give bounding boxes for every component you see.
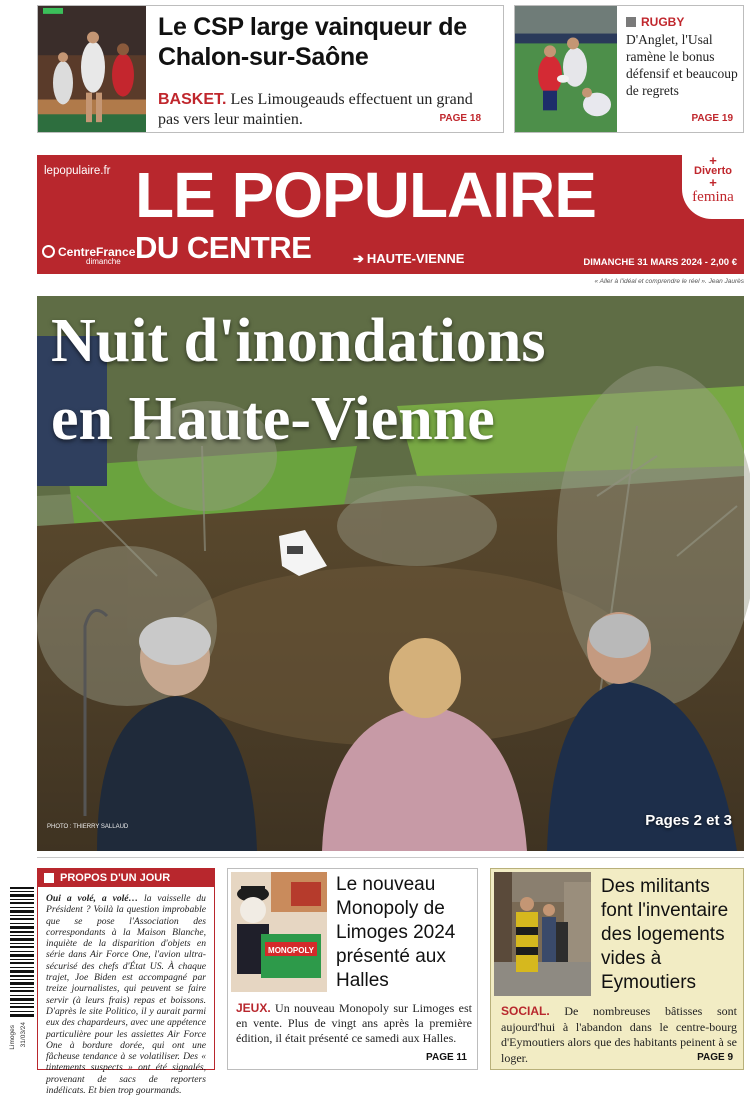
propos-body xyxy=(38,887,214,1096)
basket-headline: Le CSP large vainqueur de Chalon-sur-Saône xyxy=(158,13,467,71)
monopoly-box-label: MONOPOLY xyxy=(268,946,314,955)
propos-header-label: PROPOS D'UN JOUR xyxy=(60,872,171,884)
monopoly-summary xyxy=(236,1001,472,1047)
social-page-ref[interactable]: PAGE 9 xyxy=(697,1052,733,1063)
newspaper-subtitle: DU CENTRE xyxy=(135,230,312,265)
basket-kicker: BASKET. xyxy=(158,91,227,108)
hero-page-ref[interactable]: Pages 2 et 3 xyxy=(645,812,732,829)
hero-headline-line2: en Haute-Vienne xyxy=(51,385,495,453)
barcode-icon xyxy=(8,885,36,1020)
supplement-diverto: Diverto xyxy=(694,165,732,177)
site-url[interactable]: lepopulaire.fr xyxy=(44,165,111,177)
group-name: CentreFrance xyxy=(58,245,136,259)
barcode-city: Limoges xyxy=(9,1025,16,1050)
centre-france-logo xyxy=(42,243,136,266)
issue-date-price: DIMANCHE 31 MARS 2024 - 2,00 € xyxy=(583,257,737,268)
hero-headline xyxy=(51,302,731,458)
masthead-quote: « Aller à l'idéal et comprendre le réel ». Jean Jaurès xyxy=(594,278,744,285)
monopoly-photo xyxy=(231,872,327,992)
plus-icon: + xyxy=(709,175,717,190)
social-headline: Des militants font l'inventaire des logements vides à Eymoutiers xyxy=(601,876,729,993)
divider xyxy=(37,857,744,858)
newspaper-title: LE POPULAIRE xyxy=(135,159,596,231)
rugby-summary: D'Anglet, l'Usal ramène le bonus défensif et beaucoup de regrets xyxy=(626,32,738,98)
arrow-right-icon: ➔ xyxy=(353,251,364,266)
rugby-kicker xyxy=(626,15,684,29)
square-bullet-icon xyxy=(626,17,636,27)
rugby-page-ref[interactable]: PAGE 19 xyxy=(691,113,733,124)
propos-column[interactable] xyxy=(37,868,215,1096)
square-bullet-icon xyxy=(44,873,54,883)
supplement-badge[interactable] xyxy=(682,155,744,219)
social-body: De nombreuses bâtisses sont aujourd'hui à l'abandon dans le centre-bourg d'Eymoutiers alors que des habitants peinent à se loger. xyxy=(501,1004,737,1065)
photo-credit: PHOTO : THIERRY SALLAUD xyxy=(47,824,129,830)
social-photo xyxy=(494,872,591,996)
social-kicker: SOCIAL. xyxy=(501,1004,550,1018)
group-edition: dimanche xyxy=(86,257,121,266)
edition-region-label: HAUTE-VIENNE xyxy=(366,251,465,266)
basket-teaser[interactable] xyxy=(37,5,504,133)
social-story[interactable] xyxy=(490,868,744,1070)
rugby-teaser[interactable] xyxy=(514,5,744,133)
masthead xyxy=(37,155,744,274)
barcode-number: 31/03/24 xyxy=(20,1022,27,1048)
centre-france-icon xyxy=(42,245,55,258)
propos-text: la vaisselle du Président ? Voilà la question improbable que se pose l'Association des correspondants à la Maison Blanche, inquiète de la disparition d'objets en série dans Air Force One, l'avion ultra-sécurisé des chefs d'État US. À chaque trajet, Joe Biden est accompagné par treize journalistes, qui peuvent se faire servir (à leurs frais) repas et boissons. D'après le site Politico, il y aurait parmi eux des chapardeurs, avec une appétence particulière pour les assiettes Air Force One à bordure dorée, qui ont une fâcheuse tendance à se volatiliser. Des « tintements suspects » ont été signalés, provenant de sacs de reporters indélicats. Et bien trop gourmands. xyxy=(46,893,206,1096)
barcode xyxy=(8,885,36,1065)
monopoly-kicker: JEUX. xyxy=(236,1001,271,1015)
plus-icon: + xyxy=(709,153,717,168)
basket-body: Les Limougeauds effectuent un grand pas vers leur maintien. xyxy=(158,91,473,128)
rugby-kicker-label: RUGBY xyxy=(641,15,685,29)
basket-photo xyxy=(38,6,146,132)
supplement-femina: femina xyxy=(692,189,734,205)
monopoly-page-ref[interactable]: PAGE 11 xyxy=(426,1052,467,1063)
hero-story[interactable] xyxy=(37,296,744,851)
rugby-photo xyxy=(515,6,617,132)
propos-lead: Oui a volé, a volé… xyxy=(46,893,139,904)
basket-page-ref[interactable]: PAGE 18 xyxy=(439,113,481,124)
hero-headline-line1: Nuit d'inondations xyxy=(51,307,546,375)
monopoly-headline: Le nouveau Monopoly de Limoges 2024 présenté aux Halles xyxy=(336,874,456,991)
edition-region xyxy=(353,251,464,267)
monopoly-story[interactable] xyxy=(227,868,478,1070)
propos-header xyxy=(38,869,214,887)
basket-summary xyxy=(158,90,493,130)
monopoly-body: Un nouveau Monopoly sur Limoges est en vente. Plus de vingt ans après la première édition, il était présenté ce samedi aux Halles. xyxy=(236,1001,473,1046)
